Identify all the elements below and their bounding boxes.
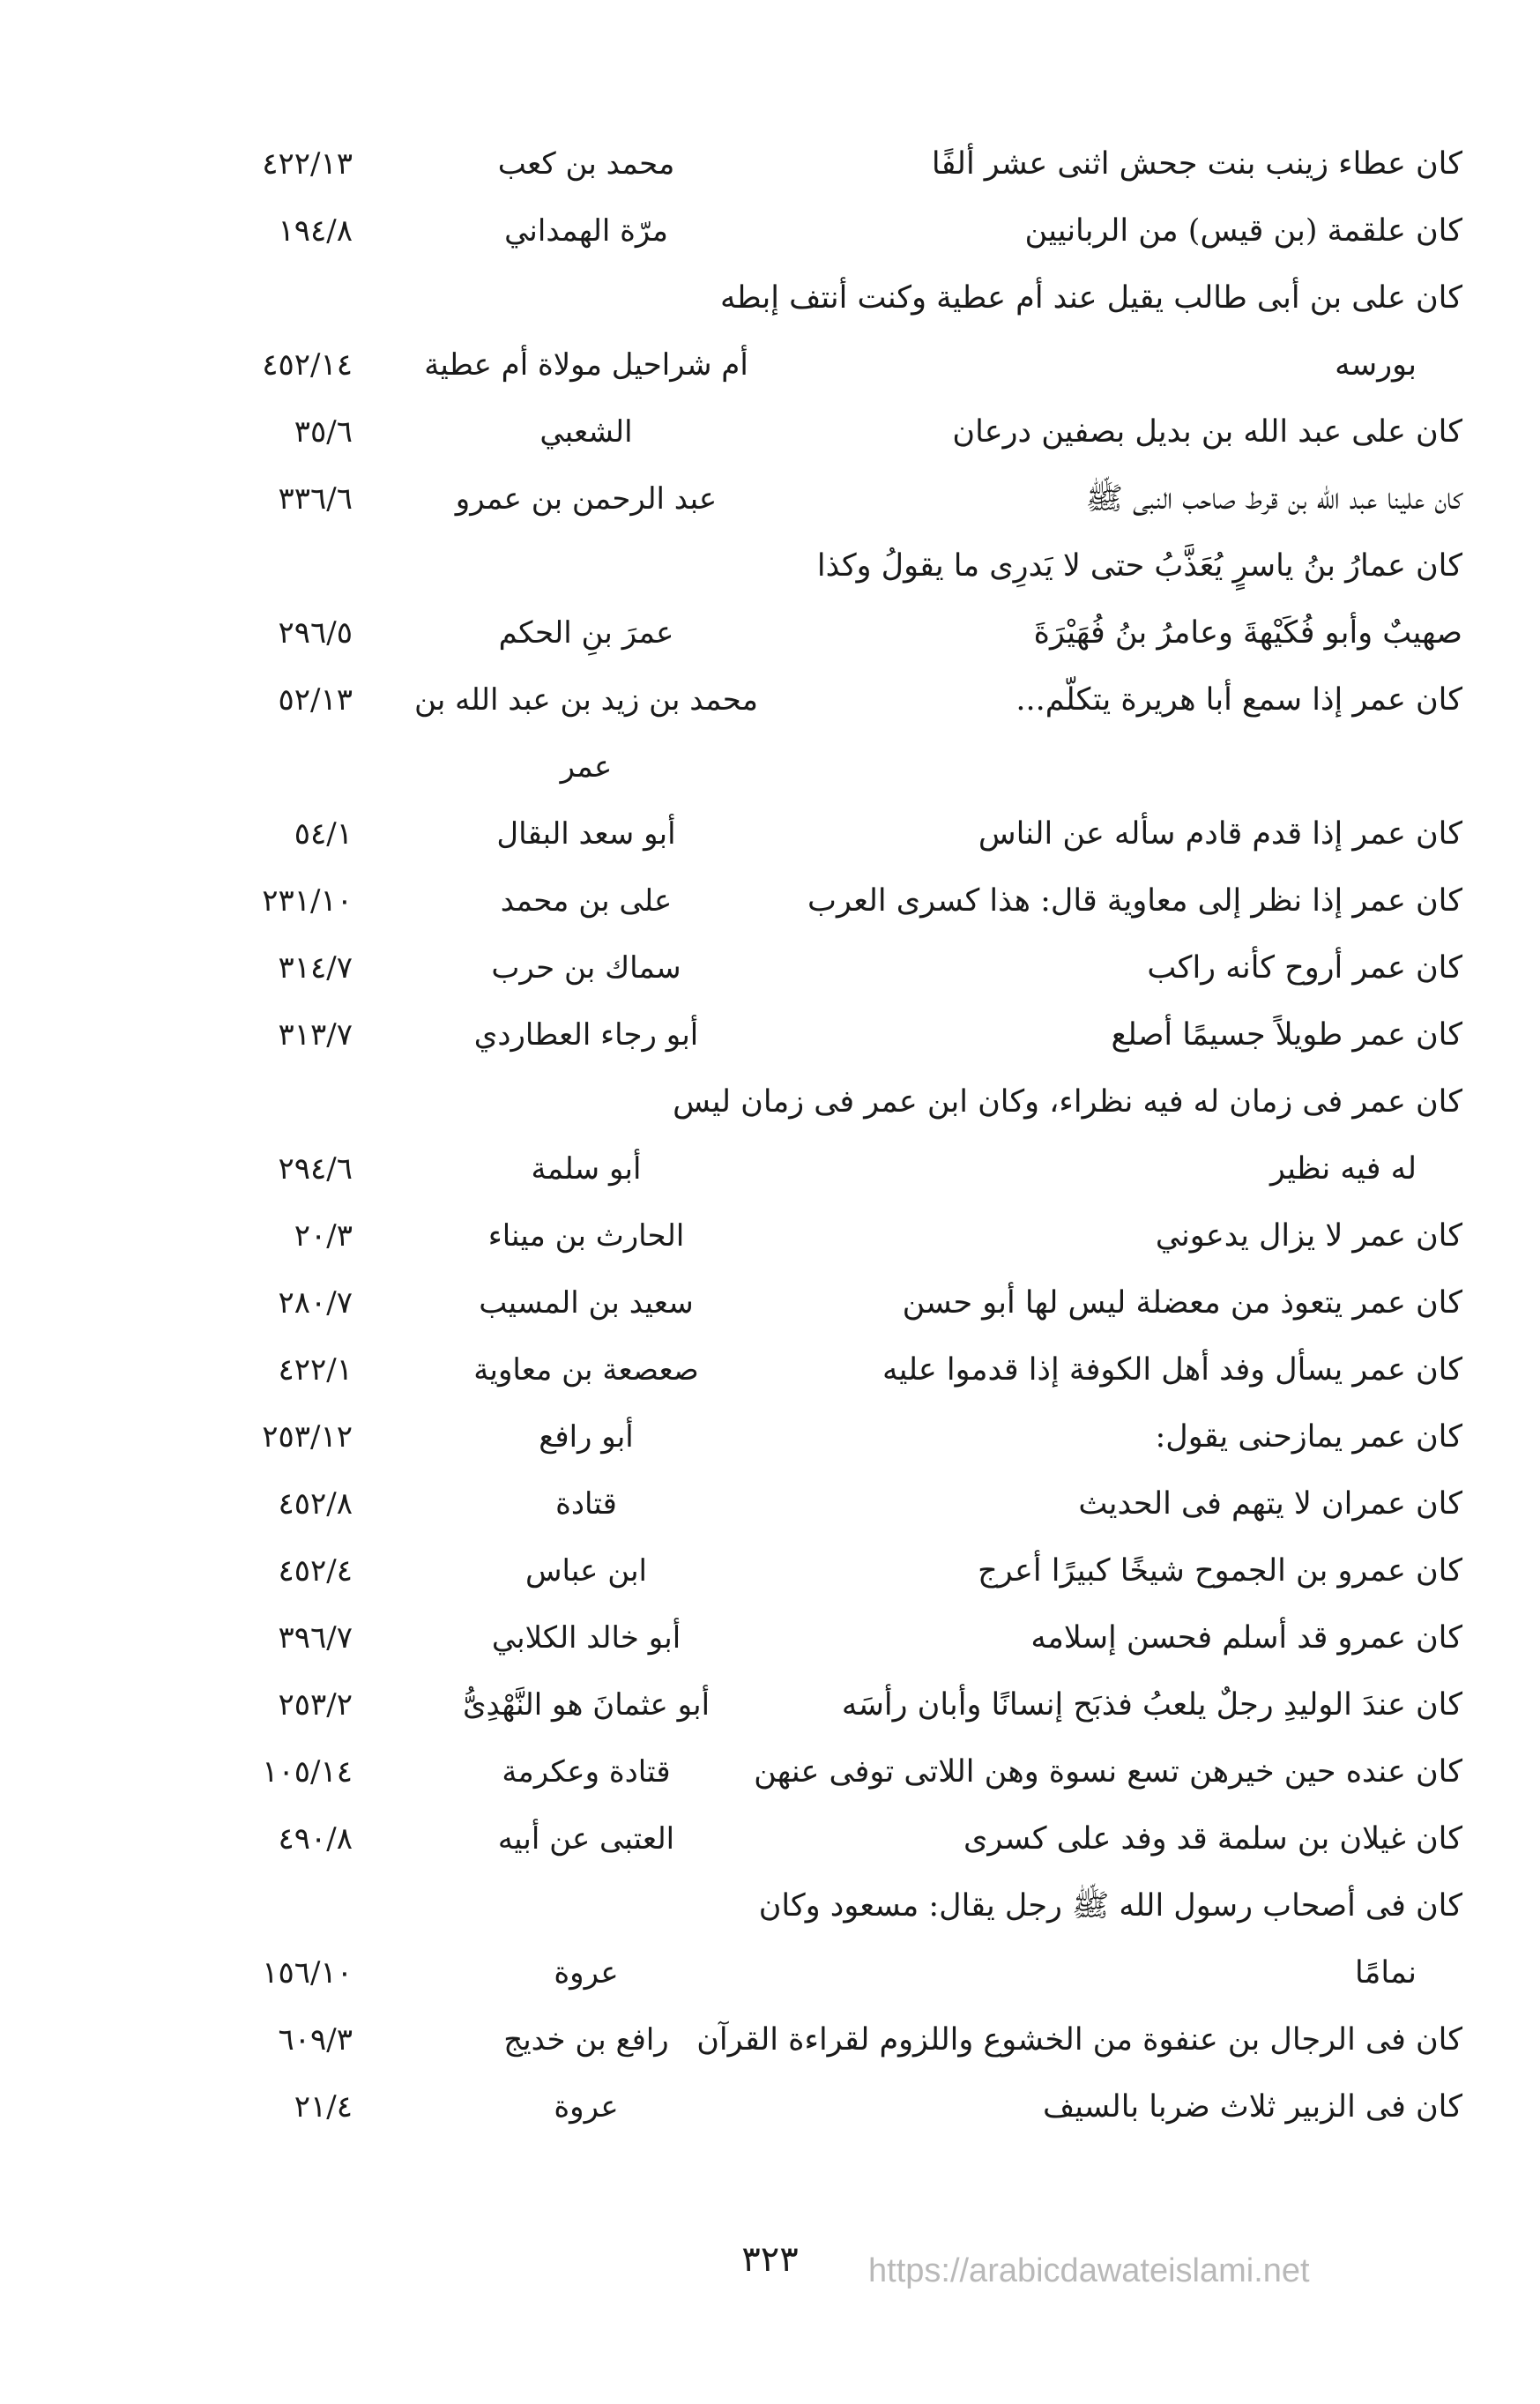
narrator-name: عروة <box>554 2089 619 2125</box>
hadith-text: كان عمارُ بنُ ياسرٍ يُعَذَّبُ حتى لا يَدرِى ما يقولُ وكذا <box>816 548 1462 584</box>
hadith-text: كان عمر إذا نظر إلى معاوية قال: هذا كسرى العرب <box>807 883 1462 919</box>
index-row <box>0 465 1540 532</box>
hadith-text: بورسه <box>1335 347 1417 383</box>
narrator-name: سعيد بن المسيب <box>479 1285 694 1321</box>
hadith-text: كان غيلان بن سلمة قد وفد على كسرى <box>963 1821 1462 1857</box>
index-row <box>0 2073 1540 2140</box>
hadith-text: صهيبٌ وأبو فُكَيْهةَ وعامرُ بنُ فُهَيْرَةَ <box>1033 615 1462 651</box>
narrator-name <box>357 264 815 331</box>
volume-page-reference <box>203 264 353 331</box>
narrator-name: أم شراحيل مولاة أم عطية <box>424 347 748 383</box>
index-row <box>0 1872 1540 1939</box>
narrator-name: الشعبي <box>539 414 633 450</box>
narrator-name: على بن محمد <box>500 883 673 919</box>
index-row <box>0 1671 1540 1738</box>
hadith-text: كان فى أصحاب رسول الله ﷺ رجل يقال: مسعود وكان <box>758 1888 1462 1924</box>
volume-page-reference <box>203 532 353 599</box>
narrator-name: محمد بن زيد بن عبد الله بن <box>414 682 758 718</box>
narrator-name: عمرَ بنِ الحكم <box>498 615 674 651</box>
hadith-text: كان على بن أبى طالب يقيل عند أم عطية وكنت أنتف إبطه <box>720 280 1462 316</box>
narrator-name: ابن عباس <box>524 1553 647 1589</box>
volume-page-reference: ٤٥٢/٤ <box>278 1553 353 1589</box>
hadith-text: كان عمر يسأل وفد أهل الكوفة إذا قدموا عليه <box>882 1352 1462 1388</box>
index-row <box>0 1470 1540 1537</box>
index-list <box>0 130 1540 2140</box>
volume-page-reference: ٥٢/١٣ <box>278 682 353 718</box>
narrator-name: قتادة <box>555 1486 617 1522</box>
volume-page-reference: ٣١٣/٧ <box>278 1017 353 1053</box>
index-row <box>0 1001 1540 1068</box>
index-row <box>0 1135 1540 1202</box>
volume-page-reference: ١٠٥/١٤ <box>262 1754 353 1790</box>
page-number: ٣٢٣ <box>741 2239 799 2280</box>
index-row <box>0 197 1540 264</box>
index-row <box>0 666 1540 733</box>
volume-page-reference <box>203 1872 353 1939</box>
index-row <box>0 733 1540 800</box>
volume-page-reference: ٦٠٩/٣ <box>278 2022 353 2058</box>
index-row <box>0 398 1540 465</box>
index-row <box>0 130 1540 197</box>
index-row <box>0 1403 1540 1470</box>
volume-page-reference: ٤٥٢/٨ <box>278 1486 353 1522</box>
volume-page-reference: ٢١/٤ <box>294 2089 353 2125</box>
narrator-name <box>357 532 815 599</box>
narrator-name: صعصعة بن معاوية <box>473 1352 699 1388</box>
hadith-text: له فيه نظير <box>1269 1151 1417 1187</box>
narrator-name: أبو خالد الكلابي <box>491 1620 681 1656</box>
index-row <box>0 1269 1540 1336</box>
hadith-text: كان على عبد الله بن بديل بصفين درعان <box>952 414 1462 450</box>
hadith-text: كان عمر إذا قدم قادم سأله عن الناس <box>978 816 1462 852</box>
volume-page-reference <box>203 733 353 800</box>
index-row <box>0 264 1540 331</box>
hadith-text: كان عمران لا يتهم فى الحديث <box>1078 1486 1462 1522</box>
volume-page-reference: ١٥٦/١٠ <box>262 1955 353 1991</box>
narrator-name: عمر <box>560 749 613 785</box>
hadith-text: كان عمر إذا سمع أبا هريرة يتكلّم... <box>1016 682 1462 718</box>
hadith-text: كان عطاء زينب بنت جحش اثنى عشر ألفًا <box>931 146 1462 182</box>
narrator-name: العتبى عن أبيه <box>497 1821 675 1857</box>
volume-page-reference: ٣٥/٦ <box>294 414 353 450</box>
volume-page-reference: ٢٥٣/٢ <box>278 1687 353 1723</box>
narrator-name: سماك بن حرب <box>491 950 681 986</box>
hadith-text: كان عمر فى زمان له فيه نظراء، وكان ابن عمر فى زمان ليس <box>673 1084 1462 1120</box>
volume-page-reference: ٣١٤/٧ <box>278 950 353 986</box>
narrator-name: أبو رجاء العطاردي <box>473 1017 699 1053</box>
index-row <box>0 1202 1540 1269</box>
hadith-text: كان عمر لا يزال يدعوني <box>1155 1218 1462 1254</box>
index-row <box>0 934 1540 1001</box>
narrator-name: قتادة وعكرمة <box>502 1754 671 1790</box>
index-row <box>0 599 1540 666</box>
index-row <box>0 331 1540 398</box>
index-row <box>0 867 1540 934</box>
hadith-text: كان عندَ الوليدِ رجلٌ يلعبُ فذبَح إنسانًا وأبان رأسَه <box>841 1687 1462 1723</box>
narrator-name: رافع بن خديج <box>503 2022 669 2058</box>
narrator-name: أبو سعد البقال <box>496 816 676 852</box>
hadith-text: كان فى الزبير ثلاث ضربا بالسيف <box>1043 2089 1462 2125</box>
volume-page-reference <box>203 1068 353 1135</box>
narrator-name: أبو عثمانَ هو النَّهْدِىُّ <box>462 1687 710 1723</box>
index-row <box>0 532 1540 599</box>
narrator-name: مرّة الهمداني <box>504 213 668 249</box>
index-row <box>0 1805 1540 1872</box>
narrator-name: أبو رافع <box>539 1419 634 1455</box>
volume-page-reference: ٢٥٣/١٢ <box>262 1419 353 1455</box>
volume-page-reference: ٤٢٢/١٣ <box>262 146 353 182</box>
narrator-name: أبو سلمة <box>531 1151 642 1187</box>
index-row <box>0 1068 1540 1135</box>
volume-page-reference: ٢٠/٣ <box>294 1218 353 1254</box>
index-row <box>0 1939 1540 2006</box>
volume-page-reference: ٤٢٢/١ <box>278 1352 353 1388</box>
narrator-name: عروة <box>554 1955 619 1991</box>
narrator-name: الحارث بن ميناء <box>487 1218 685 1254</box>
index-row <box>0 1537 1540 1604</box>
hadith-text: كان عمرو قد أسلم فحسن إسلامه <box>1030 1620 1462 1656</box>
hadith-text: كان عمر يتعوذ من معضلة ليس لها أبو حسن <box>902 1285 1462 1321</box>
volume-page-reference: ٢٨٠/٧ <box>278 1285 353 1321</box>
index-row <box>0 2006 1540 2073</box>
hadith-text: كان علقمة (بن قيس) من الربانيين <box>1024 213 1462 249</box>
hadith-text: كان عنده حين خيرهن تسع نسوة وهن اللاتى توفى عنهن <box>754 1754 1462 1790</box>
volume-page-reference: ٢٩٤/٦ <box>278 1151 353 1187</box>
volume-page-reference: ٥٤/١ <box>294 816 353 852</box>
hadith-text: كان عمر طويلاً جسيمًا أصلع <box>1111 1017 1462 1053</box>
hadith-text: كان عمر يمازحنى يقول: <box>1155 1419 1462 1455</box>
volume-page-reference: ١٩٤/٨ <box>278 213 353 249</box>
watermark-url: https://arabicdawateislami.net <box>868 2252 1310 2289</box>
hadith-text: كان عمر أروح كأنه راكب <box>1147 950 1462 986</box>
index-row <box>0 1604 1540 1671</box>
hadith-text: كان فى الرجال بن عنفوة من الخشوع واللزوم لقراءة القرآن <box>696 2022 1462 2058</box>
narrator-name <box>357 1872 815 1939</box>
hadith-text: كان عمرو بن الجموح شيخًا كبيرًا أعرج <box>978 1553 1462 1589</box>
volume-page-reference: ٢٣١/١٠ <box>262 883 353 919</box>
volume-page-reference: ٣٣٦/٦ <box>278 481 353 517</box>
narrator-name: عبد الرحمن بن عمرو <box>455 481 718 517</box>
volume-page-reference: ٢٩٦/٥ <box>278 615 353 651</box>
narrator-name: محمد بن كعب <box>497 146 675 182</box>
index-row <box>0 1738 1540 1805</box>
volume-page-reference: ٤٥٢/١٤ <box>262 347 353 383</box>
hadith-text: نمامًا <box>1354 1955 1417 1991</box>
index-row <box>0 1336 1540 1403</box>
volume-page-reference: ٤٩٠/٨ <box>278 1821 353 1857</box>
hadith-text: كان علينا عبد الله بن قرط صاحب النبى ﷺ <box>1085 481 1462 517</box>
index-row <box>0 800 1540 867</box>
volume-page-reference: ٣٩٦/٧ <box>278 1620 353 1656</box>
narrator-name <box>357 1068 815 1135</box>
